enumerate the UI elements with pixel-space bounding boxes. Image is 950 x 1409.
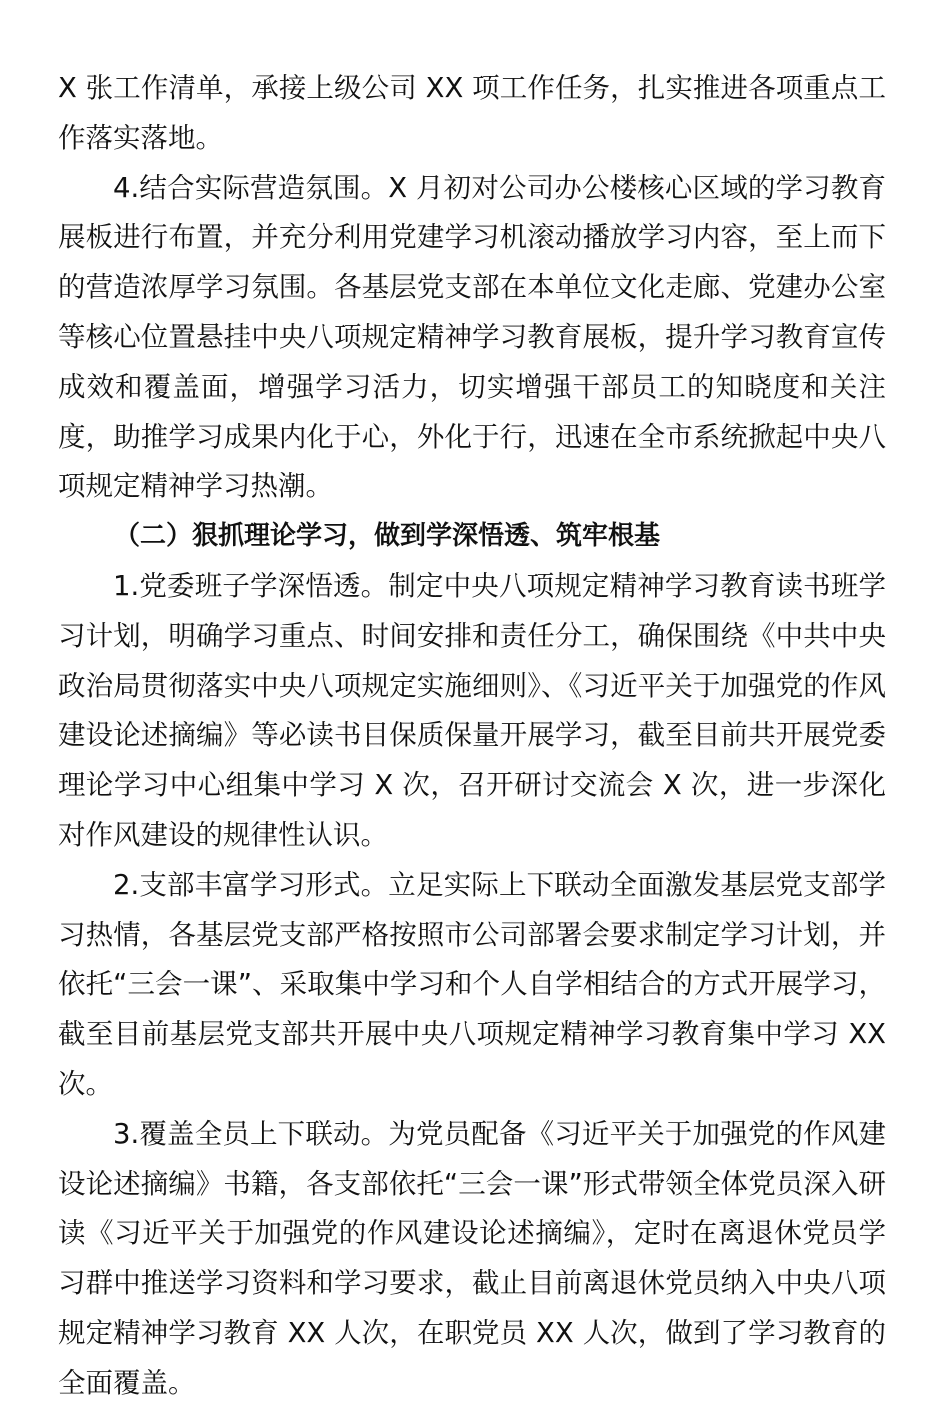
section-heading-theory-study: （二）狠抓理论学习，做到学深悟透、筑牢根基: [114, 521, 661, 552]
document-body: [58, 64, 886, 1409]
paragraph-party-committee: 1.党委班子学深悟透。制定中央八项规定精神学习教育读书班学习计划，明确学习重点、时间安排和责任分工，确保围绕《中共中央政治局贯彻落实中央八项规定实施细则》、《习近平关于加强党的作风建设论述摘编》等必读书目保质保量开展学习，截至目前共开展党委理论学习中心组集中学习 X 次，召开研讨交流会 X 次，进一步深化对作风建设的规律性认识。: [58, 569, 886, 851]
continuation-paragraph: X 张工作清单，承接上级公司 XX 项工作任务，扎实推进各项重点工作落实落地。: [58, 72, 886, 154]
paragraph-full-coverage: 3.覆盖全员上下联动。为党员配备《习近平关于加强党的作风建设论述摘编》书籍，各支部依托“三会一课”形式带领全体党员深入研读《习近平关于加强党的作风建设论述摘编》，定时在离退休党员学习群中推送学习资料和学习要求，截止目前离退休党员纳入中央八项规定精神学习教育 XX 人次，在职党员 XX 人次，做到了学习教育的全面覆盖。: [58, 1117, 886, 1399]
paragraph-branch-forms: 2.支部丰富学习形式。立足实际上下联动全面激发基层党支部学习热情，各基层党支部严格按照市公司部署会要求制定学习计划，并依托“三会一课”、采取集中学习和个人自学相结合的方式开展学习，截至目前基层党支部共开展中央八项规定精神学习教育集中学习 XX 次。: [58, 868, 886, 1100]
paragraph-atmosphere: 4.结合实际营造氛围。X 月初对公司办公楼核心区域的学习教育展板进行布置，并充分利用党建学习机滚动播放学习内容，至上而下的营造浓厚学习氛围。各基层党支部在本单位文化走廊、党建办公室等核心位置悬挂中央八项规定精神学习教育展板，提升学习教育宣传成效和覆盖面，增强学习活力，切实增强干部员工的知晓度和关注度，助推学习成果内化于心，外化于行，迅速在全市系统掀起中央八项规定精神学习热潮。: [58, 171, 886, 503]
